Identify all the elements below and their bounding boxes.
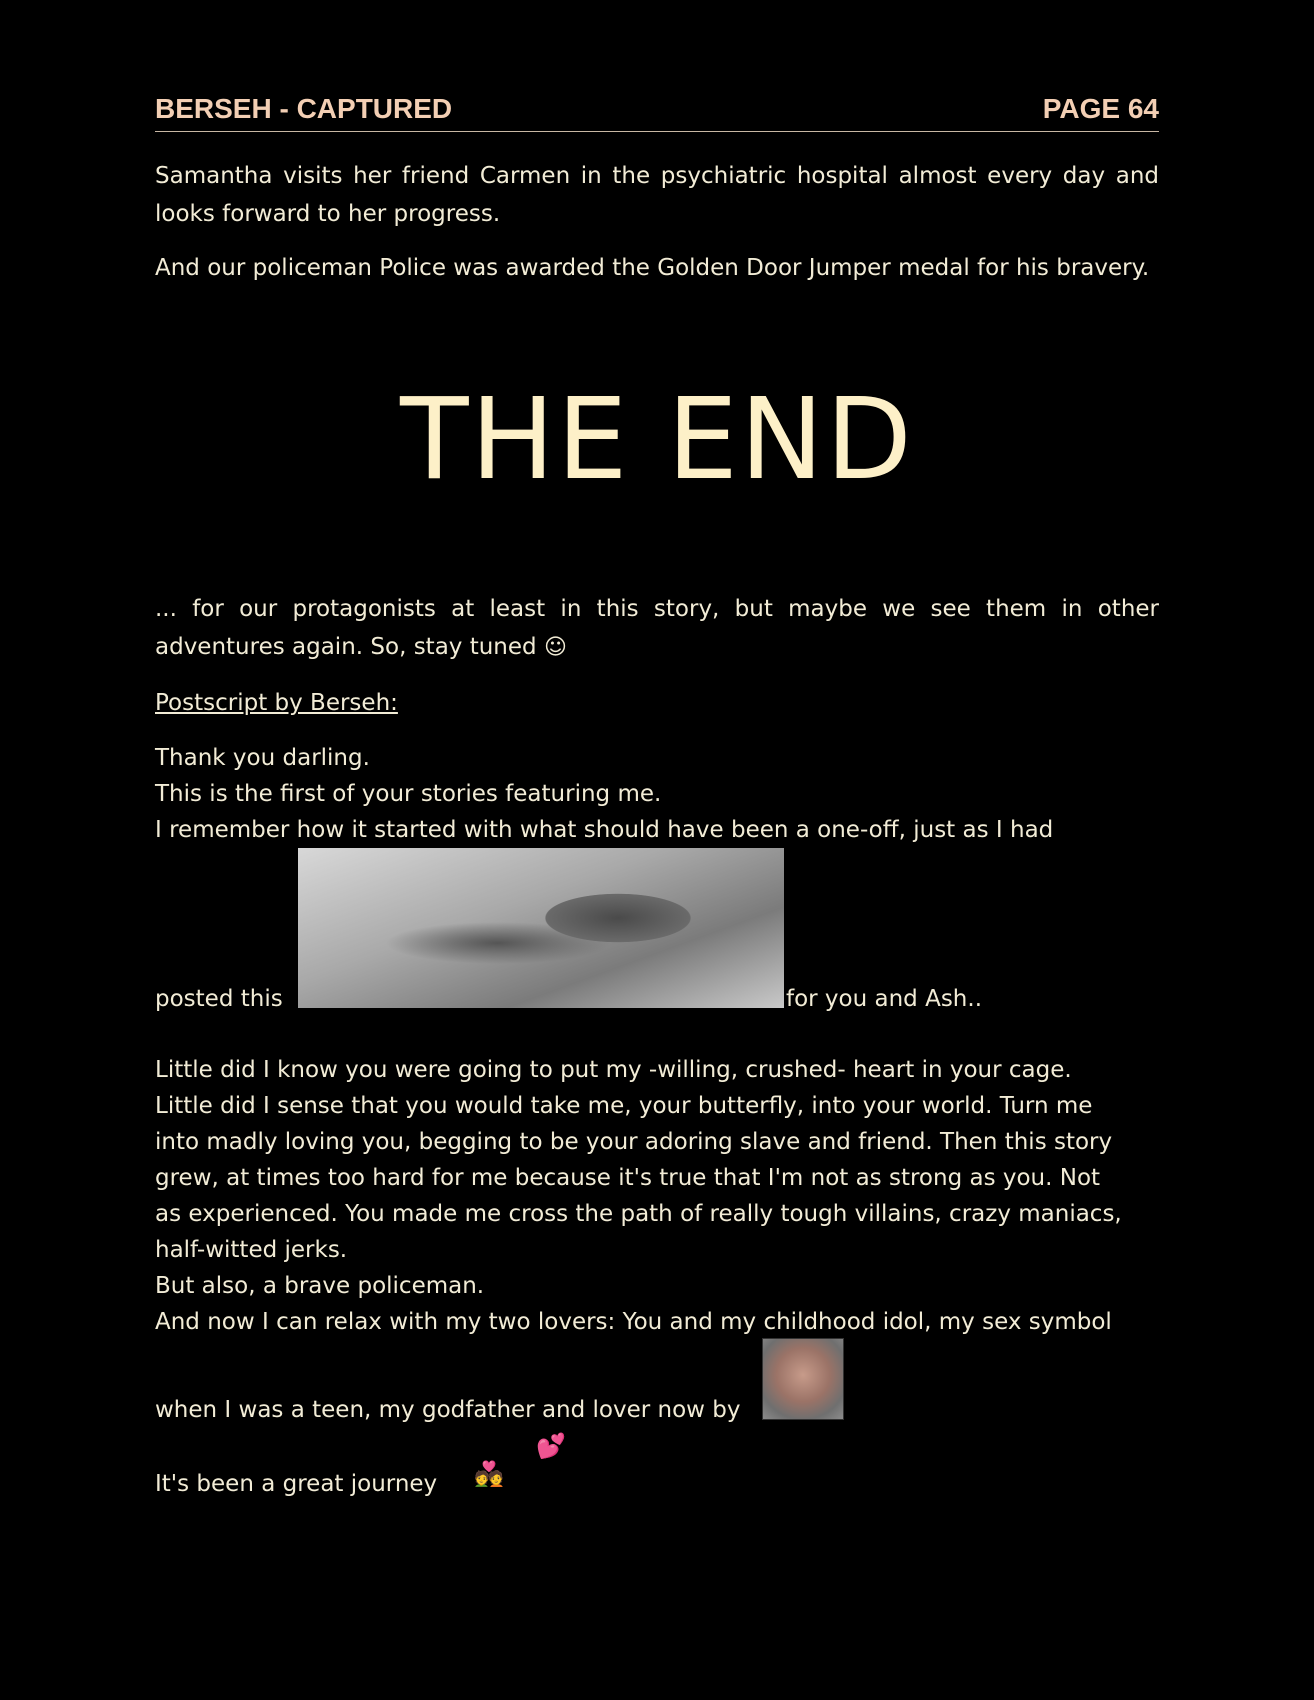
smiley-icon: ☺	[543, 634, 567, 660]
ps-line: Little did I know you were going to put my -willing, crushed- heart in your cage.	[155, 1057, 1072, 1083]
ps-line: Thank you darling.	[155, 745, 370, 771]
paragraph-samantha: Samantha visits her friend Carmen in the psychiatric hospital almost every day and looks forward to her progress.	[155, 163, 1159, 227]
posted-this-text: posted this	[155, 986, 283, 1012]
ps-line: I remember how it started with what should have been a one-off, just as I had	[155, 817, 1054, 843]
couple-emoji-icon: 💑	[474, 1460, 504, 1488]
ps-line: But also, a brave policeman.	[155, 1273, 485, 1299]
the-end-title: THE END	[400, 375, 914, 505]
hearts-emoji-icon: 💕	[536, 1432, 566, 1460]
ps-line: And now I can relax with my two lovers: You and my childhood idol, my sex symbol	[155, 1309, 1112, 1335]
page-number: PAGE 64	[1042, 93, 1159, 124]
bed-photo	[298, 848, 784, 1008]
journey-text: It's been a great journey	[155, 1471, 438, 1497]
ps-line: into madly loving you, begging to be your adoring slave and friend. Then this story	[155, 1129, 1113, 1155]
postscript-intro	[155, 740, 1159, 848]
ps-line: This is the first of your stories featuring me.	[155, 781, 662, 807]
ps-line: Little did I sense that you would take me, your butterfly, into your world. Turn me	[155, 1093, 1093, 1119]
ps-line: as experienced. You made me cross the path of really tough villains, crazy maniacs,	[155, 1201, 1122, 1227]
postscript-body	[155, 1052, 1159, 1340]
godfather-avatar	[762, 1338, 844, 1420]
ps-line: half-witted jerks.	[155, 1237, 348, 1263]
paragraph-protagonists: ... for our protagonists at least in this story, but maybe we see them in other adventures again. So, stay tuned ☺	[155, 590, 1159, 667]
for-you-text: for you and Ash..	[786, 986, 983, 1012]
page-header	[155, 86, 1159, 132]
teen-line: when I was a teen, my godfather and lover now by	[155, 1397, 741, 1423]
paragraph-policeman: And our policeman Police was awarded the Golden Door Jumper medal for his bravery.	[155, 255, 1150, 281]
postscript-label: Postscript by Berseh:	[155, 690, 398, 716]
ps-line: grew, at times too hard for me because it's true that I'm not as strong as you. Not	[155, 1165, 1101, 1191]
document-title: BERSEH - CAPTURED	[155, 93, 453, 124]
